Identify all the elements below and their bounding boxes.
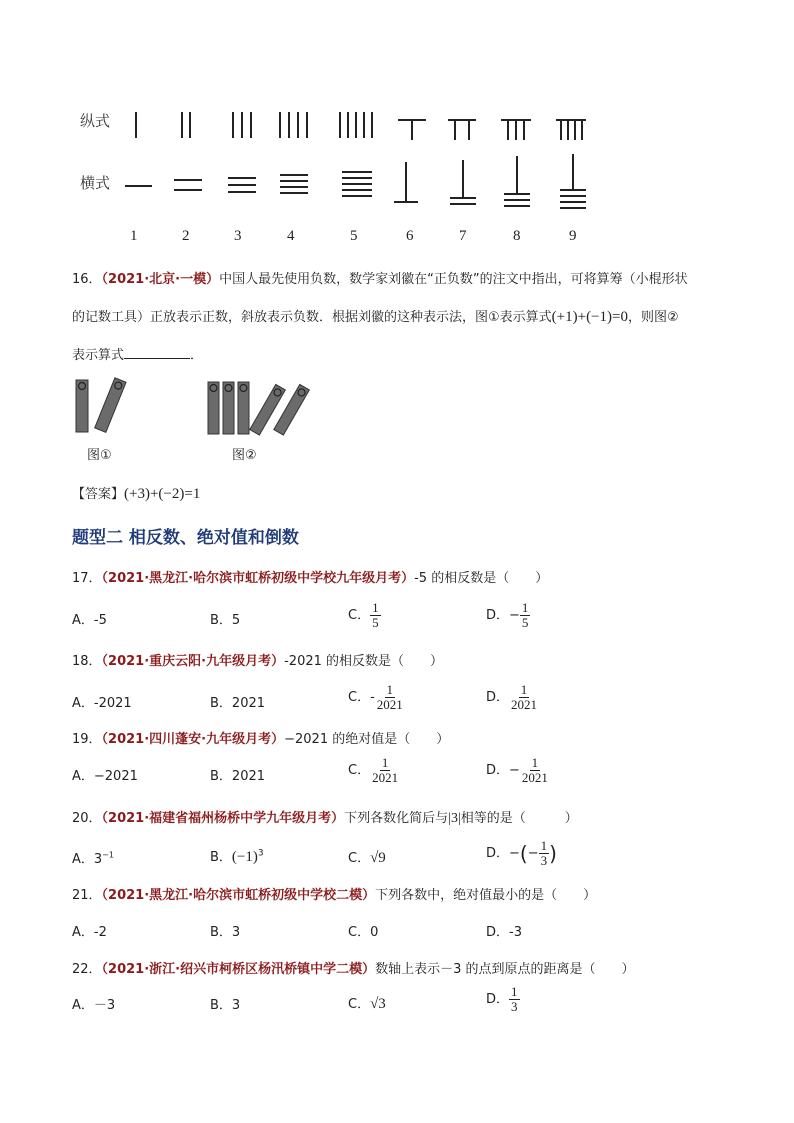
option-b[interactable]	[210, 846, 264, 866]
absolute-value-expression: |3|	[448, 811, 461, 826]
option-d[interactable]	[486, 839, 557, 868]
figure-1-caption: 图①	[87, 448, 112, 463]
equation: (+1)+(−1)=0	[551, 309, 628, 325]
base: (−1)	[231, 849, 258, 865]
option-a[interactable]: A．－3	[72, 998, 116, 1013]
question-text: 数轴上表示－3 的点到原点的距离是（ ）	[375, 962, 635, 977]
option-prefix: C．	[348, 763, 371, 778]
fraction	[539, 839, 550, 868]
option-d[interactable]	[486, 985, 520, 1014]
digit-label: 2	[182, 228, 190, 244]
question-16-line2	[72, 306, 679, 326]
fraction	[520, 756, 550, 785]
numerator: 1	[521, 600, 529, 615]
section-heading: 题型二 相反数、绝对值和倒数	[72, 528, 299, 548]
option-d[interactable]	[486, 601, 530, 630]
question-21-stem	[72, 884, 596, 903]
option-a[interactable]: A．-2021	[72, 696, 132, 711]
numerator: 1	[511, 984, 518, 999]
question-text: -5 的相反数是（ ）	[414, 571, 549, 586]
option-a[interactable]: A．-5	[72, 613, 107, 628]
question-number: 16．	[72, 272, 102, 287]
left-paren: (	[519, 841, 528, 866]
option-prefix: D．−	[486, 846, 520, 861]
denominator: 2021	[372, 770, 399, 785]
option-d[interactable]: D．-3	[486, 925, 522, 940]
answer-line	[72, 483, 200, 503]
numerator: 1	[540, 838, 548, 853]
minus-sign: −	[527, 846, 539, 861]
numerator: 1	[372, 600, 379, 615]
fraction	[520, 601, 531, 630]
denominator: 2021	[511, 697, 538, 712]
option-prefix: B．	[210, 850, 232, 865]
question-text: −2021 的绝对值是（ ）	[284, 732, 450, 747]
question-source: （2021·福建省福州杨桥中学九年级月考）	[101, 811, 345, 826]
question-number: 22．	[72, 962, 102, 977]
denominator: 5	[521, 615, 529, 630]
answer-label: 【答案】	[72, 487, 125, 502]
rod-numerals-figure	[120, 100, 600, 220]
question-text: ，则图②	[627, 310, 679, 325]
digit-label: 7	[459, 228, 467, 244]
question-text: -2021 的相反数是（ ）	[284, 654, 444, 669]
option-prefix: D．	[486, 690, 510, 705]
radical: √9	[370, 850, 386, 866]
option-c[interactable]	[348, 683, 405, 712]
numerator: 1	[386, 682, 394, 697]
denominator: 2021	[521, 770, 548, 785]
option-b[interactable]: B．3	[210, 998, 241, 1013]
question-text: 下列各数化简后与	[344, 811, 449, 826]
question-text: 下列各数中，绝对值最小的是（ ）	[375, 888, 597, 903]
option-c[interactable]	[348, 601, 381, 630]
digit-label: 9	[569, 228, 577, 244]
question-16-line3	[72, 344, 203, 363]
option-text: A．3	[72, 852, 103, 867]
fraction	[509, 985, 520, 1014]
question-source: （2021·北京·一模）	[101, 272, 220, 287]
fraction	[370, 756, 400, 785]
period: ．	[190, 348, 204, 363]
option-prefix: D．−	[486, 608, 520, 623]
question-source: （2021·重庆云阳·九年级月考）	[101, 654, 285, 669]
question-22-stem	[72, 958, 635, 977]
option-prefix: D．−	[486, 763, 520, 778]
question-number: 21．	[72, 888, 102, 903]
figure-2-caption: 图②	[232, 448, 257, 463]
digit-label: 4	[287, 228, 295, 244]
answer-expression: (+3)+(−2)=1	[124, 486, 201, 502]
option-prefix: C．	[348, 608, 371, 623]
question-text: 相等的是（ ）	[460, 811, 578, 826]
question-19-stem	[72, 728, 449, 747]
right-paren: )	[549, 841, 557, 866]
question-number: 18．	[72, 654, 102, 669]
question-text: 中国人最先使用负数，数学家刘徽在“正负数”的注文中指出，可将算筹（小棍形状	[219, 272, 688, 287]
exponent: 3	[257, 848, 264, 859]
option-prefix: C．	[348, 997, 371, 1012]
question-text: 的记数工具）正放表示正数，斜放表示负数．根据刘徽的这种表示法，图①表示算式	[72, 310, 552, 325]
option-c[interactable]	[348, 993, 386, 1013]
option-prefix: C．-	[348, 690, 375, 705]
exponent: −1	[102, 850, 114, 860]
question-16-line1	[72, 268, 688, 287]
denominator: 5	[372, 615, 379, 630]
question-number: 19．	[72, 732, 102, 747]
denominator: 2021	[376, 697, 403, 712]
option-b[interactable]: B．2021	[210, 696, 266, 711]
digit-label: 6	[406, 228, 414, 244]
option-a[interactable]	[72, 848, 114, 867]
question-18-stem	[72, 650, 443, 669]
digit-label: 8	[513, 228, 521, 244]
denominator: 3	[511, 999, 518, 1014]
digit-label: 3	[234, 228, 242, 244]
option-b[interactable]: B．2021	[210, 769, 266, 784]
option-prefix: D．	[486, 992, 510, 1007]
fraction	[375, 683, 405, 712]
option-b[interactable]: B．5	[210, 613, 241, 628]
vertical-form-label: 纵式	[80, 112, 111, 130]
option-a[interactable]: A．-2	[72, 925, 107, 940]
question-source: （2021·四川蓬安·九年级月考）	[101, 732, 285, 747]
figure-1-rods	[70, 376, 140, 436]
question-text: 表示算式	[72, 348, 125, 363]
radical: √3	[370, 996, 386, 1012]
figure-2-rods	[204, 378, 314, 438]
option-c[interactable]: C．0	[348, 925, 379, 940]
option-d[interactable]	[486, 683, 539, 712]
question-source: （2021·浙江·绍兴市柯桥区杨汛桥镇中学二模）	[101, 962, 376, 977]
question-number: 20．	[72, 811, 102, 826]
question-source: （2021·黑龙江·哈尔滨市虹桥初级中学校九年级月考）	[101, 571, 415, 586]
option-d[interactable]	[486, 756, 550, 785]
question-20-stem	[72, 807, 578, 827]
numerator: 1	[531, 755, 539, 770]
question-17-stem	[72, 567, 548, 586]
option-a[interactable]: A．−2021	[72, 769, 138, 784]
numerator: 1	[520, 682, 528, 697]
fraction	[370, 601, 381, 630]
denominator: 3	[540, 853, 548, 868]
option-c[interactable]	[348, 847, 386, 867]
numerator: 1	[381, 755, 389, 770]
answer-blank[interactable]	[124, 346, 190, 359]
horizontal-form-label: 横式	[80, 174, 111, 192]
option-c[interactable]	[348, 756, 400, 785]
digit-label: 5	[350, 228, 358, 244]
option-prefix: C．	[348, 851, 371, 866]
question-source: （2021·黑龙江·哈尔滨市虹桥初级中学校二模）	[101, 888, 376, 903]
fraction	[509, 683, 539, 712]
option-b[interactable]: B．3	[210, 925, 241, 940]
question-number: 17．	[72, 571, 102, 586]
digit-label: 1	[130, 228, 138, 244]
